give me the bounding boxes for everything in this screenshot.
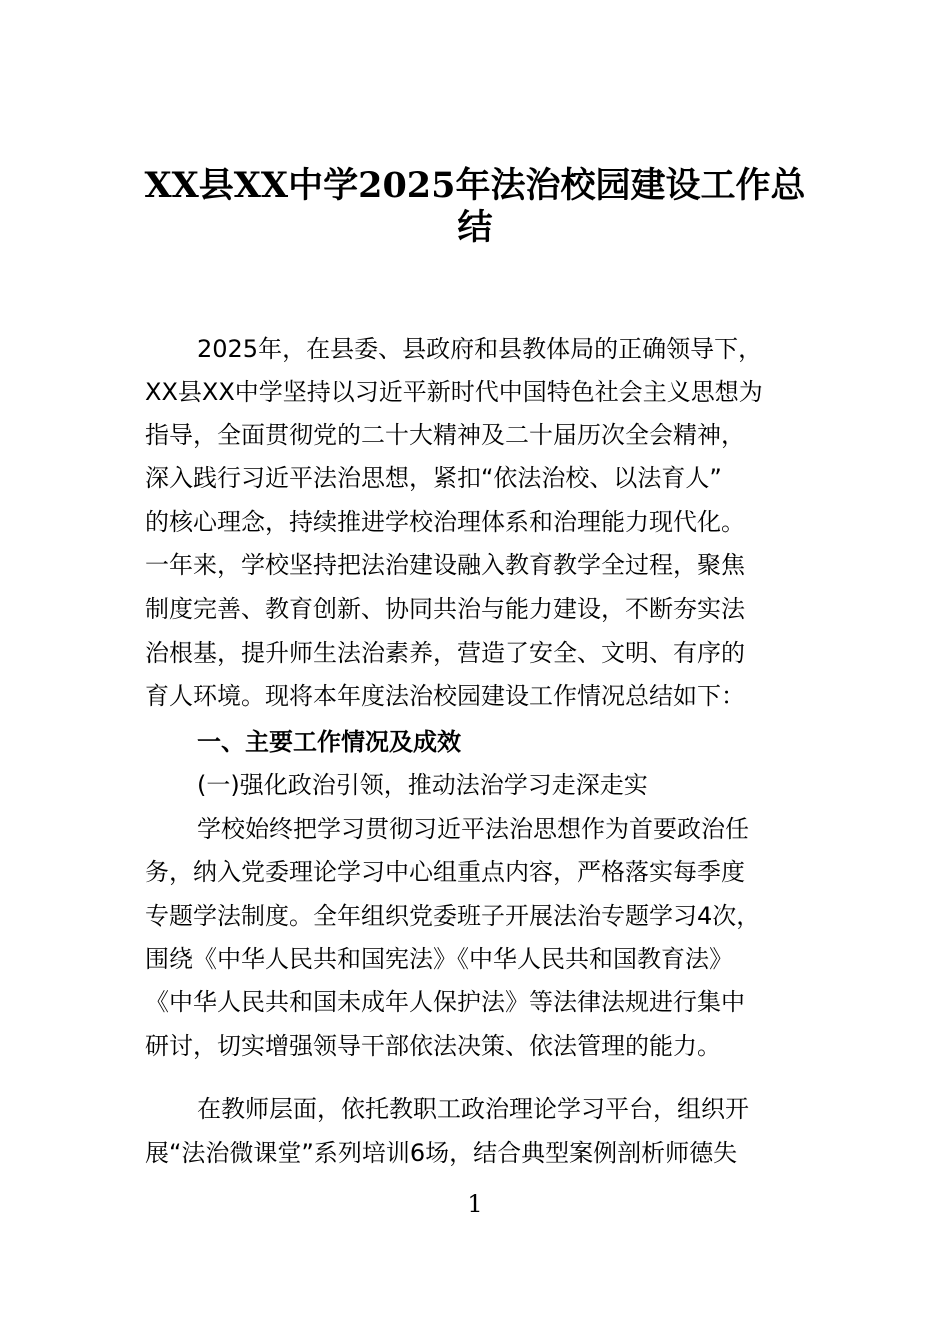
text-line: 《中华人民共和国未成年人保护法》等法律法规进行集中: [145, 988, 745, 1016]
text-line: 的核心理念，持续推进学校治理体系和治理能力现代化。: [145, 508, 745, 536]
text-line: 专题学法制度。全年组织党委班子开展法治专题学习4次，: [145, 902, 761, 930]
page-number: 1: [467, 1190, 483, 1218]
text-line: 制度完善、教育创新、协同共治与能力建设，不断夯实法: [145, 595, 745, 623]
text-line: 育人环境。现将本年度法治校园建设工作情况总结如下：: [145, 682, 745, 710]
text-line: 研讨，切实增强领导干部依法决策、依法管理的能力。: [145, 1032, 721, 1060]
text-line: 指导，全面贯彻党的二十大精神及二十届历次全会精神，: [145, 421, 745, 449]
title-line-2: 结: [457, 207, 493, 248]
text-line: 一年来，学校坚持把法治建设融入教育教学全过程，聚焦: [145, 551, 745, 579]
text-line: 展“法治微课堂”系列培训6场，结合典型案例剖析师德失: [145, 1139, 738, 1167]
text-line: 在教师层面，依托教职工政治理论学习平台，组织开: [197, 1095, 749, 1123]
text-line: 务，纳入党委理论学习中心组重点内容，严格落实每季度: [145, 858, 745, 886]
text-line: 围绕《中华人民共和国宪法》《中华人民共和国教育法》: [145, 945, 733, 973]
text-line: 深入践行习近平法治思想，紧扣“依法治校、以法育人”: [145, 464, 722, 492]
text-line: XX县XX中学坚持以习近平新时代中国特色社会主义思想为: [145, 378, 763, 406]
section-heading: 一、主要工作情况及成效: [197, 728, 461, 756]
subsection-heading: (一)强化政治引领，推动法治学习走深走实: [197, 771, 648, 799]
text-line: 学校始终把学习贯彻习近平法治思想作为首要政治任: [197, 815, 749, 843]
title-line-1: XX县XX中学2025年法治校园建设工作总: [144, 165, 806, 206]
text-line: 治根基，提升师生法治素养，营造了安全、文明、有序的: [145, 639, 745, 667]
text-line: 2025年，在县委、县政府和县教体局的正确领导下，: [197, 335, 763, 363]
